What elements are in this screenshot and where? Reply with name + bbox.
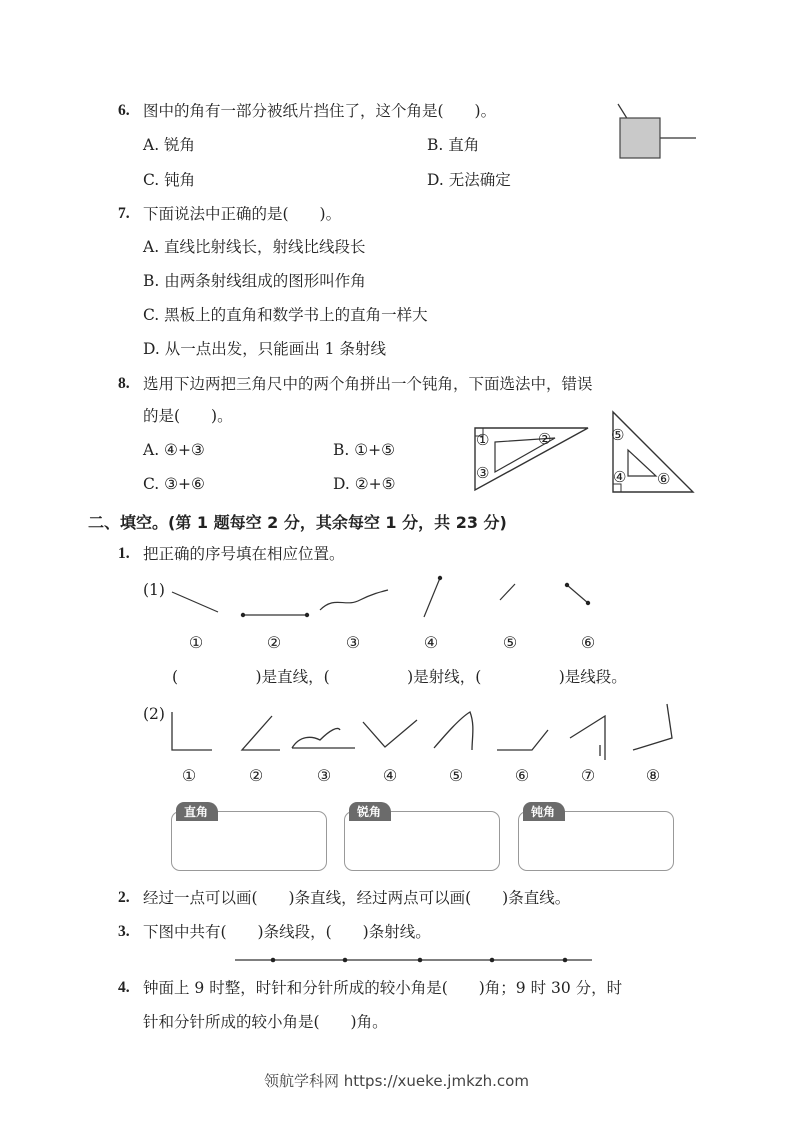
f1-part2-angles-figure — [160, 700, 690, 760]
f1-p2-num-3: ③ — [316, 766, 332, 785]
box-tag-right-angle: 直角 — [176, 802, 218, 821]
f1-p1-num-5: ⑤ — [502, 633, 518, 652]
box-tag-acute-angle: 锐角 — [349, 802, 391, 821]
f1-p2-num-2: ② — [248, 766, 264, 785]
q8-option-c: C. ③+⑥ — [143, 475, 205, 493]
q7-option-a: A. 直线比射线长，射线比线段长 — [143, 238, 366, 256]
f1-number: 1. — [118, 545, 130, 562]
triangle-label-4: ④ — [613, 468, 627, 486]
f1-p1-num-1: ① — [188, 633, 204, 652]
triangle-label-5: ⑤ — [611, 426, 625, 444]
f1-part2-label: (2) — [143, 705, 165, 723]
footer-watermark: 领航学科网 https://xueke.jmkzh.com — [264, 1072, 529, 1090]
triangle-label-2: ② — [538, 430, 552, 448]
f1-stem: 把正确的序号填在相应位置。 — [143, 545, 345, 563]
triangle-label-1: ① — [476, 431, 490, 449]
f2-number: 2. — [118, 889, 130, 906]
f4-line2: 针和分针所成的较小角是( )角。 — [143, 1013, 388, 1031]
f1-p2-num-8: ⑧ — [645, 766, 661, 785]
box-tag-obtuse-angle: 钝角 — [523, 802, 565, 821]
answer-box-acute-angle[interactable] — [344, 805, 500, 871]
f1-p2-num-5: ⑤ — [448, 766, 464, 785]
q8-stem-line2: 的是( )。 — [143, 407, 233, 425]
f1-p2-num-6: ⑥ — [514, 766, 530, 785]
q8-option-d: D. ②+⑤ — [333, 475, 396, 493]
triangle-label-6: ⑥ — [657, 470, 671, 488]
q6-stem: 图中的角有一部分被纸片挡住了，这个角是( )。 — [143, 102, 497, 120]
f1-p1-num-6: ⑥ — [580, 633, 596, 652]
q6-option-a: A. 锐角 — [143, 136, 196, 154]
triangle-label-3: ③ — [476, 464, 490, 482]
f1-p2-num-1: ① — [181, 766, 197, 785]
q6-option-d: D. 无法确定 — [427, 171, 511, 189]
f4-line1: 钟面上 9 时整，时针和分针所成的较小角是( )角；9 时 30 分，时 — [143, 979, 623, 997]
f1-part1-answer: ( )是直线，( )是射线，( )是线段。 — [172, 668, 627, 686]
q7-option-d: D. 从一点出发，只能画出 1 条射线 — [143, 340, 386, 358]
q6-option-c: C. 钝角 — [143, 171, 196, 189]
f2-text: 经过一点可以画( )条直线，经过两点可以画( )条直线。 — [143, 889, 571, 907]
q8-stem-line1: 选用下边两把三角尺中的两个角拼出一个钝角，下面选法中，错误 — [143, 375, 593, 393]
section2-title: 二、填空。(第 1 题每空 2 分，其余每空 1 分，共 23 分) — [88, 513, 507, 532]
f1-p1-num-2: ② — [266, 633, 282, 652]
answer-box-obtuse-angle[interactable] — [518, 805, 674, 871]
q7-option-c: C. 黑板上的直角和数学书上的直角一样大 — [143, 306, 428, 324]
f1-part1-label: (1) — [143, 581, 165, 599]
f3-text: 下图中共有( )条线段，( )条射线。 — [143, 923, 431, 941]
f1-p1-num-3: ③ — [345, 633, 361, 652]
f1-p2-num-7: ⑦ — [580, 766, 596, 785]
q6-hidden-angle-figure — [610, 100, 700, 165]
q7-number: 7. — [118, 205, 130, 222]
q6-option-b: B. 直角 — [427, 136, 480, 154]
f3-number: 3. — [118, 923, 130, 940]
q8-option-a: A. ④+③ — [143, 441, 205, 459]
q8-number: 8. — [118, 375, 130, 392]
f1-p1-num-4: ④ — [423, 633, 439, 652]
answer-box-right-angle[interactable] — [171, 805, 327, 871]
f3-line-with-points — [230, 950, 600, 970]
q7-option-b: B. 由两条射线组成的图形叫作角 — [143, 272, 366, 290]
q7-stem: 下面说法中正确的是( )。 — [143, 205, 342, 223]
q6-number: 6. — [118, 102, 130, 119]
f1-p2-num-4: ④ — [382, 766, 398, 785]
f1-part1-lines-figure — [160, 570, 610, 625]
f4-number: 4. — [118, 979, 130, 996]
q8-option-b: B. ①+⑤ — [333, 441, 396, 459]
